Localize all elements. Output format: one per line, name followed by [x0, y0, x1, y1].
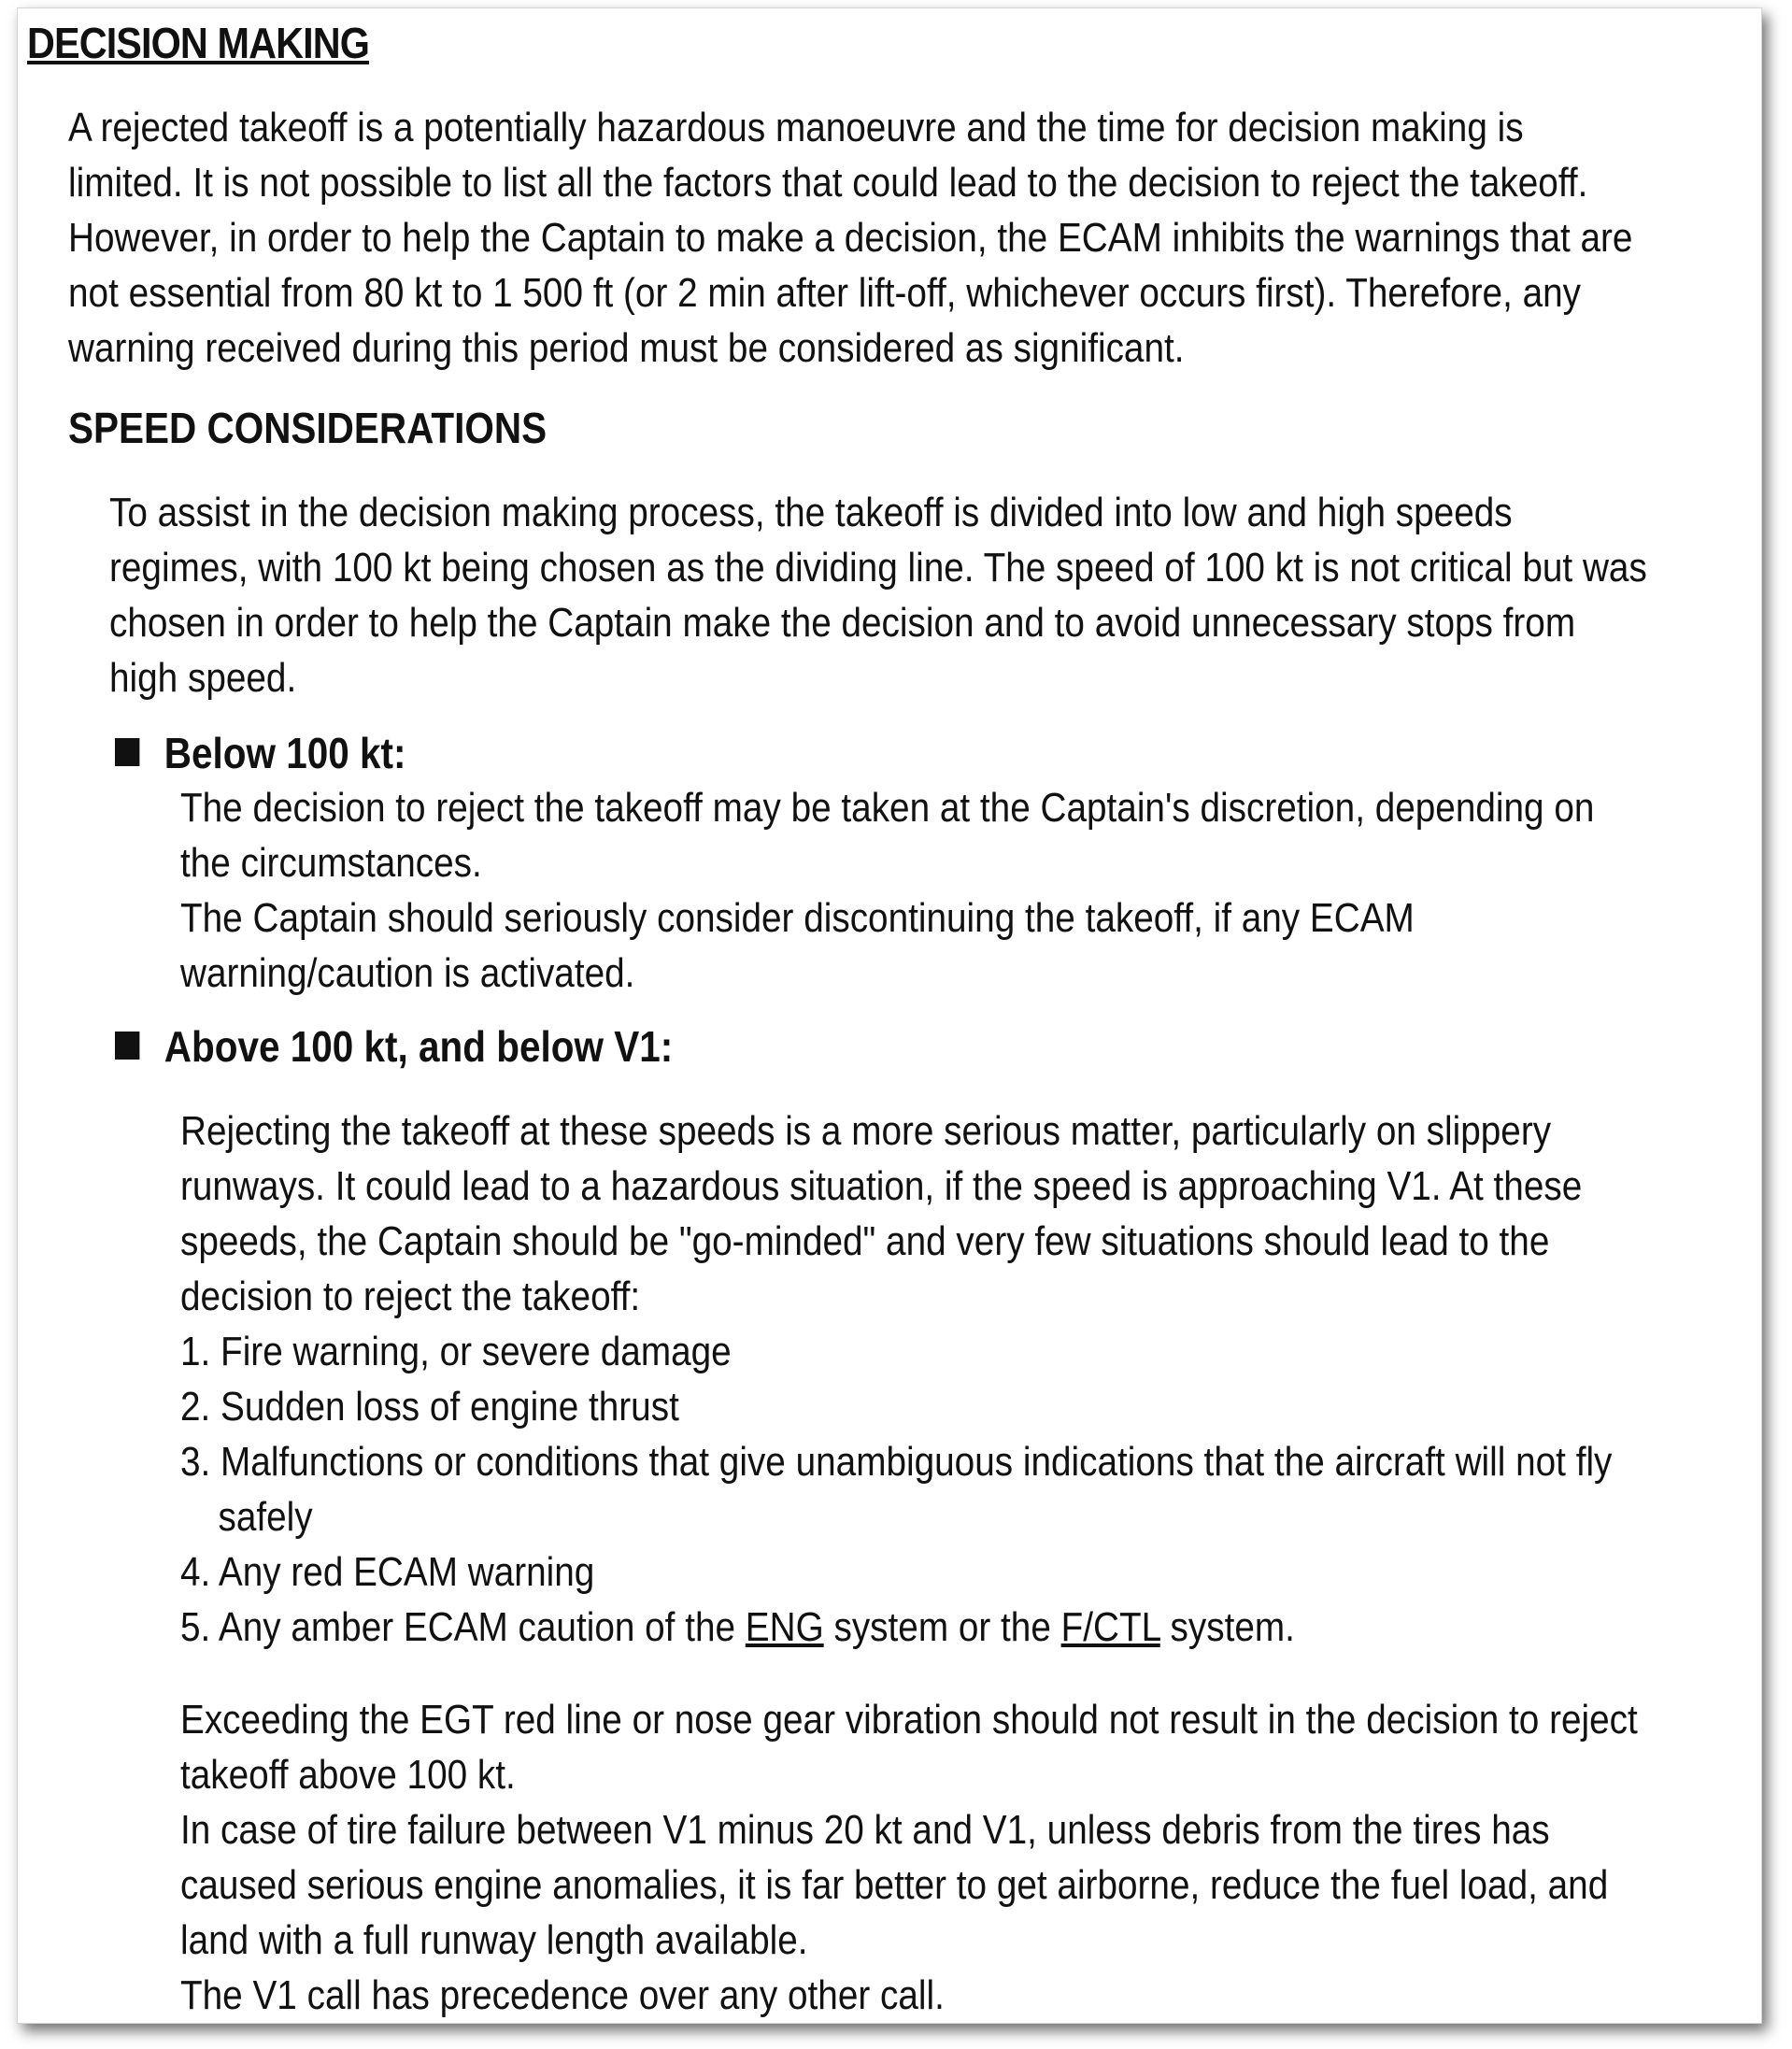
list-item-continuation: safely: [218, 1494, 313, 1540]
below-line: The decision to reject the takeoff may be taken at the Captain's discretion, depending on: [180, 785, 1595, 831]
bullet-label: Above 100 kt, and below V1:: [164, 1022, 674, 1071]
speed-line: high speed.: [109, 655, 297, 701]
square-bullet-icon: [115, 738, 139, 766]
below-line: The Captain should seriously consider discontinuing the takeoff, if any ECAM: [180, 895, 1415, 941]
above-line: speeds, the Captain should be "go-minded" and very few situations should lead to the: [180, 1218, 1550, 1264]
list-item-text: system.: [1159, 1604, 1295, 1650]
above-line: decision to reject the takeoff:: [180, 1274, 641, 1319]
closing-line: land with a full runway length available.: [180, 1917, 808, 1963]
list-item: [180, 1600, 1612, 1655]
list-item: 2. Sudden loss of engine thrust: [180, 1384, 679, 1430]
closing-paragraph: [180, 1692, 1638, 2023]
above-100kt-paragraph: [180, 1103, 1612, 1655]
closing-line: The V1 call has precedence over any other call.: [180, 1972, 945, 2018]
below-100kt-paragraph: [180, 780, 1594, 1001]
list-item: 3. Malfunctions or conditions that give unambiguous indications that the aircraft will not fly: [180, 1439, 1613, 1485]
document-page: [17, 7, 1762, 2024]
square-bullet-icon: [115, 1032, 139, 1060]
closing-line: In case of tire failure between V1 minus 20 kt and V1, unless debris from the tires has: [180, 1807, 1550, 1853]
below-100kt-bullet: [115, 728, 406, 778]
list-item-text: 5. Any amber ECAM caution of the: [180, 1604, 746, 1650]
above-line: runways. It could lead to a hazardous situation, if the speed is approaching V1. At these: [180, 1163, 1583, 1209]
below-line: warning/caution is activated.: [180, 950, 635, 996]
speed-line: chosen in order to help the Captain make the decision and to avoid unnecessary stops from: [109, 600, 1576, 646]
above-100kt-bullet: [115, 1021, 673, 1072]
speed-line: regimes, with 100 kt being chosen as the dividing line. The speed of 100 kt is not critical but was: [109, 545, 1647, 591]
speed-line: To assist in the decision making process, the takeoff is divided into low and high speeds: [109, 490, 1513, 535]
closing-line: Exceeding the EGT red line or nose gear vibration should not result in the decision to reject: [180, 1697, 1638, 1743]
intro-line: not essential from 80 kt to 1 500 ft (or 2 min after lift-off, whichever occurs first). Therefore, any: [68, 270, 1582, 316]
speed-paragraph: [109, 485, 1647, 705]
intro-paragraph: [68, 100, 1632, 376]
bullet-label: Below 100 kt:: [164, 729, 406, 777]
fctl-system-link[interactable]: F/CTL: [1060, 1604, 1160, 1650]
intro-line: However, in order to help the Captain to make a decision, the ECAM inhibits the warnings that are: [68, 215, 1633, 261]
intro-line: warning received during this period must be considered as significant.: [68, 325, 1185, 371]
speed-considerations-heading: SPEED CONSIDERATIONS: [68, 404, 548, 452]
list-item-text: system or the: [823, 1604, 1061, 1650]
eng-system-link[interactable]: ENG: [745, 1604, 824, 1650]
closing-line: takeoff above 100 kt.: [180, 1752, 516, 1798]
intro-line: A rejected takeoff is a potentially hazardous manoeuvre and the time for decision making is: [68, 105, 1524, 150]
closing-line: caused serious engine anomalies, it is far better to get airborne, reduce the fuel load, and: [180, 1862, 1609, 1908]
above-line: Rejecting the takeoff at these speeds is a more serious matter, particularly on slippery: [180, 1108, 1552, 1154]
list-item: 1. Fire warning, or severe damage: [180, 1329, 732, 1374]
below-line: the circumstances.: [180, 840, 482, 886]
intro-line: limited. It is not possible to list all the factors that could lead to the decision to reject the takeoff.: [68, 160, 1588, 206]
section-title: DECISION MAKING: [27, 19, 370, 67]
list-item: 4. Any red ECAM warning: [180, 1549, 595, 1595]
